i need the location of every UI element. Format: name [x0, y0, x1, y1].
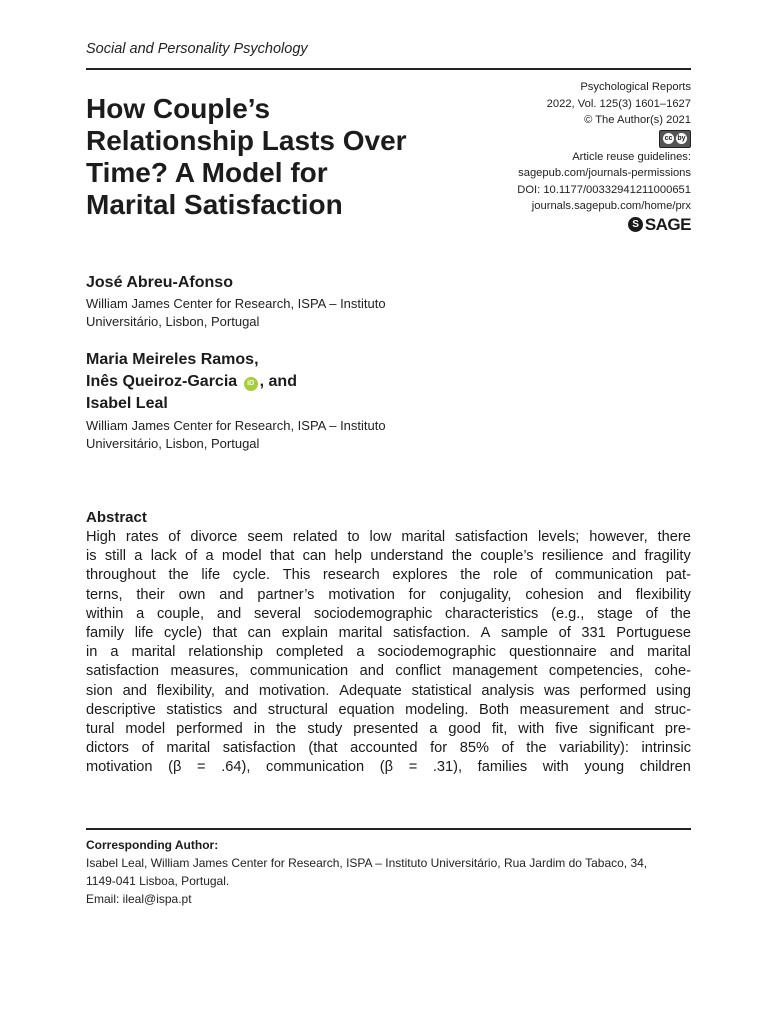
affiliation-line: William James Center for Research, ISPA – Instituto [86, 296, 386, 311]
creative-commons-icon[interactable] [659, 130, 691, 148]
abstract-line: within a couple, and several sociodemographic characteristics (e.g., stage of the [86, 605, 691, 622]
abstract-line: in a marital relationship completed a sociodemographic questionnaire and marital [86, 644, 691, 661]
abstract-line: motivation (β = .64), communication (β = .31), families with young children [86, 759, 691, 776]
author-name: Isabel Leal [86, 395, 168, 412]
affiliation-line: Universitário, Lisbon, Portugal [86, 314, 260, 329]
journal-meta [517, 79, 691, 233]
sage-wordmark: SAGE [644, 214, 691, 234]
journal-name: Psychological Reports [580, 81, 691, 93]
abstract-line: terns, their own and partner’s motivation for conjugality, cohesion and flexibility [86, 586, 691, 603]
corresponding-author-heading: Corresponding Author: [86, 838, 219, 852]
abstract-line: descriptive statistics and structural equation modeling. Both measurement and struc- [86, 701, 691, 718]
orcid-icon[interactable]: iD [244, 377, 258, 391]
abstract-heading: Abstract [86, 509, 147, 526]
journal-home-link[interactable]: journals.sagepub.com/home/prx [531, 200, 691, 212]
affiliation-line: Universitário, Lisbon, Portugal [86, 436, 260, 451]
article-title [86, 93, 466, 221]
author-name: Inês Queiroz-Garcia [86, 373, 238, 390]
abstract-line: dictors of marital satisfaction (that accounted for 85% of the variability): intrinsic [86, 740, 691, 757]
footnote-rule [86, 828, 691, 830]
author-conjunction: , and [259, 373, 297, 390]
reuse-label: Article reuse guidelines: [572, 150, 691, 163]
copyright: © The Author(s) 2021 [584, 114, 691, 126]
sage-logo [628, 214, 691, 234]
sage-mark-icon: S [628, 217, 643, 232]
title-line: Relationship Lasts Over [86, 125, 407, 156]
abstract-line: satisfaction measures, communication and conflict management competencies, cohe- [86, 663, 691, 680]
reuse-link[interactable]: sagepub.com/journals-permissions [518, 167, 691, 179]
top-rule [86, 68, 691, 70]
affiliation-line: William James Center for Research, ISPA – Instituto [86, 418, 386, 433]
section-label: Social and Personality Psychology [86, 41, 308, 57]
author-names-group [86, 349, 297, 415]
author-affiliation [86, 417, 486, 453]
abstract-line: throughout the life cycle. This research explores the role of communication pat- [86, 567, 691, 584]
abstract-line: tural model performed in the study presented a good fit, with five significant pre- [86, 720, 691, 737]
author-name: Maria Meireles Ramos, [86, 351, 259, 368]
correspondence-line: 1149-041 Lisboa, Portugal. [86, 874, 230, 888]
author-affiliation [86, 295, 486, 331]
abstract-line: High rates of divorce seem related to low marital satisfaction levels; however, there [86, 529, 691, 545]
cc-icon: cc [664, 135, 673, 142]
abstract-line: is still a lack of a model that can help understand the couple’s resilience and fragility [86, 548, 691, 565]
abstract-line: sion and flexibility, and motivation. Adequate statistical analysis was performed using [86, 682, 691, 699]
title-line: Time? A Model for [86, 157, 328, 188]
by-icon: by [677, 135, 686, 142]
abstract-body [86, 528, 691, 777]
abstract-line: family life cycle) that can explain marital satisfaction. A sample of 331 Portuguese [86, 624, 691, 641]
title-line: How Couple’s [86, 93, 271, 124]
correspondence-line: Isabel Leal, William James Center for Research, ISPA – Instituto Universitário, Rua Jardim do Tabaco, 34, [86, 856, 648, 870]
correspondence-email[interactable]: Email: ileal@ispa.pt [86, 892, 192, 906]
journal-volume: 2022, Vol. 125(3) 1601–1627 [546, 97, 691, 110]
doi-link[interactable]: DOI: 10.1177/00332941211000651 [517, 183, 691, 196]
corresponding-author-details [86, 854, 696, 908]
author-name: José Abreu-Afonso [86, 274, 233, 291]
title-line: Marital Satisfaction [86, 189, 343, 220]
